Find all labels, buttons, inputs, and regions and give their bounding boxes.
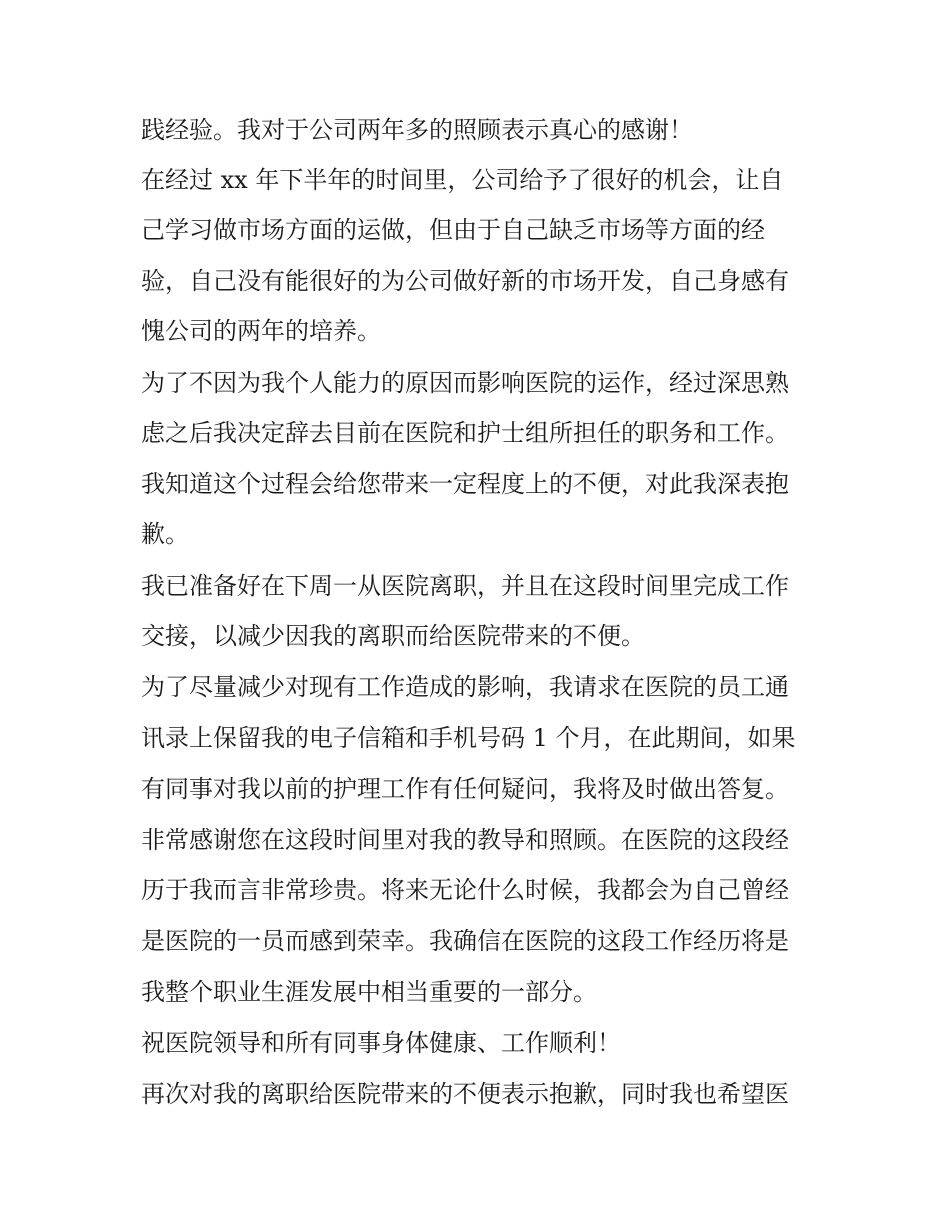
text-line-11: 交接，以减少因我的离职而给医院带来的不便。 bbox=[141, 622, 645, 650]
text-line-7: 虑之后我决定辞去目前在医院和护士组所担任的职务和工作。 bbox=[141, 419, 789, 447]
text-line-13: 讯录上保留我的电子信箱和手机号码 1 个月，在此期间，如果 bbox=[141, 724, 796, 752]
text-line-5: 愧公司的两年的培养。 bbox=[141, 317, 381, 345]
text-line-17: 是医院的一员而感到荣幸。我确信在医院的这段工作经历将是 bbox=[141, 927, 789, 955]
text-line-19: 祝医院领导和所有同事身体健康、工作顺利！ bbox=[141, 1029, 621, 1057]
text-line-3: 己学习做市场方面的运做，但由于自己缺乏市场等方面的经 bbox=[141, 216, 765, 244]
text-line-20: 再次对我的离职给医院带来的不便表示抱歉，同时我也希望医 bbox=[141, 1080, 789, 1108]
text-line-8: 我知道这个过程会给您带来一定程度上的不便，对此我深表抱 bbox=[141, 470, 789, 498]
text-line-2: 在经过 xx 年下半年的时间里，公司给予了很好的机会，让自 bbox=[141, 166, 784, 194]
text-line-14: 有同事对我以前的护理工作有任何疑问，我将及时做出答复。 bbox=[141, 775, 789, 803]
text-line-12: 为了尽量减少对现有工作造成的影响，我请求在医院的员工通 bbox=[141, 673, 789, 701]
text-line-9: 歉。 bbox=[141, 520, 189, 548]
text-line-4: 验，自己没有能很好的为公司做好新的市场开发，自己身感有 bbox=[141, 267, 789, 295]
text-line-1: 践经验。我对于公司两年多的照顾表示真心的感谢！ bbox=[141, 116, 693, 144]
text-line-15: 非常感谢您在这段时间里对我的教导和照顾。在医院的这段经 bbox=[141, 826, 789, 854]
text-line-18: 我整个职业生涯发展中相当重要的一部分。 bbox=[141, 978, 597, 1006]
text-line-16: 历于我而言非常珍贵。将来无论什么时候，我都会为自己曾经 bbox=[141, 876, 789, 904]
text-line-6: 为了不因为我个人能力的原因而影响医院的运作，经过深思熟 bbox=[141, 369, 789, 397]
text-line-10: 我已准备好在下周一从医院离职，并且在这段时间里完成工作 bbox=[141, 572, 789, 600]
